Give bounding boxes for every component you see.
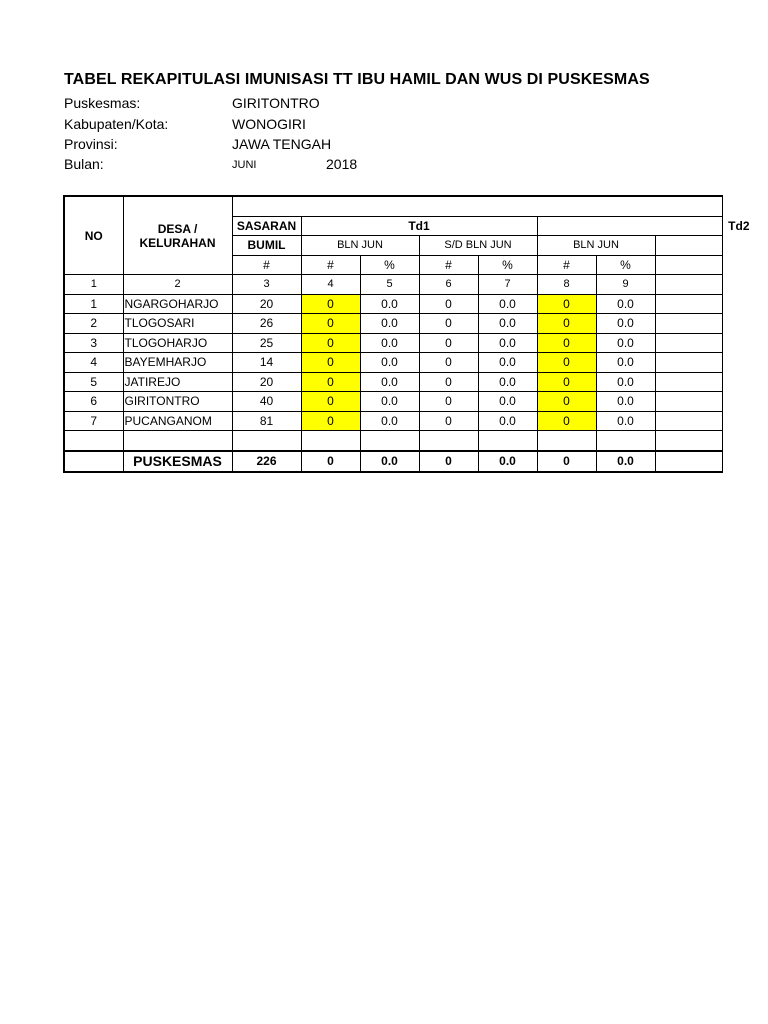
row-c6: 0: [419, 353, 478, 373]
row-c9: 0.0: [596, 372, 655, 392]
row-sasaran: 25: [232, 333, 301, 353]
row-c4: 0: [301, 333, 360, 353]
row-desa: TLOGOHARJO: [123, 333, 232, 353]
row-c6: 0: [419, 314, 478, 334]
total-label: PUSKESMAS: [123, 451, 232, 472]
empty-cell: [301, 431, 360, 451]
row-blank: [655, 314, 722, 334]
empty-cell: [537, 431, 596, 451]
total-c9: 0.0: [596, 451, 655, 472]
row-c7: 0.0: [478, 411, 537, 431]
row-c7: 0.0: [478, 314, 537, 334]
rekap-table: [63, 195, 750, 473]
row-c5: 0.0: [360, 392, 419, 412]
row-c6: 0: [419, 372, 478, 392]
provinsi-label: Provinsi:: [64, 136, 118, 152]
table-row: [64, 411, 722, 431]
row-no: 2: [64, 314, 123, 334]
colnum-2: 2: [123, 275, 232, 295]
puskesmas-label: Puskesmas:: [64, 95, 141, 111]
row-c8: 0: [537, 392, 596, 412]
header-hash-4: #: [301, 255, 360, 275]
row-blank: [655, 294, 722, 314]
header-td2: [537, 216, 750, 236]
row-c7: 0.0: [478, 372, 537, 392]
header-blank: [655, 236, 722, 256]
header-spacer: [232, 196, 722, 216]
total-row: [64, 451, 722, 472]
row-c9: 0.0: [596, 392, 655, 412]
kabupaten-label: Kabupaten/Kota:: [64, 116, 169, 132]
colnum-4: 4: [301, 275, 360, 295]
row-c4: 0: [301, 411, 360, 431]
row-c7: 0.0: [478, 294, 537, 314]
row-desa: NGARGOHARJO: [123, 294, 232, 314]
header-no: NO: [64, 196, 123, 275]
row-blank: [655, 392, 722, 412]
row-c7: 0.0: [478, 392, 537, 412]
row-sasaran: 81: [232, 411, 301, 431]
empty-cell: [655, 431, 722, 451]
row-c4: 0: [301, 372, 360, 392]
row-c5: 0.0: [360, 372, 419, 392]
row-blank: [655, 372, 722, 392]
header-hash-3: #: [232, 255, 301, 275]
empty-cell: [123, 431, 232, 451]
row-sasaran: 14: [232, 353, 301, 373]
row-c8: 0: [537, 314, 596, 334]
row-desa: PUCANGANOM: [123, 411, 232, 431]
row-no: 4: [64, 353, 123, 373]
empty-cell: [419, 431, 478, 451]
colnum-1: 1: [64, 275, 123, 295]
row-c4: 0: [301, 392, 360, 412]
total-blank: [655, 451, 722, 472]
total-c8: 0: [537, 451, 596, 472]
table-row: [64, 314, 722, 334]
total-c4: 0: [301, 451, 360, 472]
colnum-9: 9: [596, 275, 655, 295]
row-c6: 0: [419, 333, 478, 353]
header-hash-6: #: [419, 255, 478, 275]
header-bumil: BUMIL: [232, 236, 301, 256]
row-sasaran: 20: [232, 372, 301, 392]
row-c4: 0: [301, 314, 360, 334]
row-desa: BAYEMHARJO: [123, 353, 232, 373]
row-c8: 0: [537, 353, 596, 373]
row-c7: 0.0: [478, 353, 537, 373]
header-pct-5: %: [360, 255, 419, 275]
header-hash-8: #: [537, 255, 596, 275]
colnum-blank: [655, 275, 722, 295]
table-row: [64, 353, 722, 373]
row-no: 6: [64, 392, 123, 412]
tahun-value: 2018: [326, 156, 358, 172]
row-blank: [655, 411, 722, 431]
row-c6: 0: [419, 411, 478, 431]
header-desa: DESA / KELURAHAN: [123, 196, 232, 275]
colnum-3: 3: [232, 275, 301, 295]
row-c8: 0: [537, 294, 596, 314]
row-c6: 0: [419, 392, 478, 412]
table-row: [64, 333, 722, 353]
row-blank: [655, 353, 722, 373]
colnum-5: 5: [360, 275, 419, 295]
header-blank-2: [655, 255, 722, 275]
total-sasaran: 226: [232, 451, 301, 472]
empty-cell: [64, 431, 123, 451]
row-c8: 0: [537, 372, 596, 392]
header-td2-text: Td2: [728, 218, 750, 233]
row-c9: 0.0: [596, 314, 655, 334]
row-c8: 0: [537, 411, 596, 431]
header-pct-9: %: [596, 255, 655, 275]
empty-cell: [232, 431, 301, 451]
header-sd-bln-jun: S/D BLN JUN: [419, 236, 537, 256]
colnum-7: 7: [478, 275, 537, 295]
table-row: [64, 372, 722, 392]
header-bln-jun-2: BLN JUN: [537, 236, 655, 256]
row-c8: 0: [537, 333, 596, 353]
row-c9: 0.0: [596, 294, 655, 314]
row-desa: TLOGOSARI: [123, 314, 232, 334]
page-title: TABEL REKAPITULASI IMUNISASI TT IBU HAMIL DAN WUS DI PUSKESMAS: [64, 71, 650, 88]
row-desa: GIRITONTRO: [123, 392, 232, 412]
row-c5: 0.0: [360, 333, 419, 353]
row-c4: 0: [301, 353, 360, 373]
total-c5: 0.0: [360, 451, 419, 472]
row-c5: 0.0: [360, 353, 419, 373]
kabupaten-value: WONOGIRI: [232, 116, 306, 132]
row-blank: [655, 333, 722, 353]
total-no: [64, 451, 123, 472]
row-c9: 0.0: [596, 353, 655, 373]
table-row: [64, 294, 722, 314]
row-sasaran: 40: [232, 392, 301, 412]
row-no: 5: [64, 372, 123, 392]
row-c4: 0: [301, 294, 360, 314]
provinsi-value: JAWA TENGAH: [232, 136, 332, 152]
row-no: 7: [64, 411, 123, 431]
colnum-6: 6: [419, 275, 478, 295]
colnum-8: 8: [537, 275, 596, 295]
empty-cell: [360, 431, 419, 451]
puskesmas-value: GIRITONTRO: [232, 95, 320, 111]
row-no: 1: [64, 294, 123, 314]
header-bln-jun-1: BLN JUN: [301, 236, 419, 256]
row-desa: JATIREJO: [123, 372, 232, 392]
row-c9: 0.0: [596, 411, 655, 431]
bulan-label: Bulan:: [64, 156, 104, 172]
bulan-value: JUNI: [232, 159, 257, 171]
row-no: 3: [64, 333, 123, 353]
row-c5: 0.0: [360, 411, 419, 431]
empty-cell: [596, 431, 655, 451]
row-c9: 0.0: [596, 333, 655, 353]
row-sasaran: 20: [232, 294, 301, 314]
total-c6: 0: [419, 451, 478, 472]
row-sasaran: 26: [232, 314, 301, 334]
total-c7: 0.0: [478, 451, 537, 472]
row-c5: 0.0: [360, 294, 419, 314]
empty-cell: [478, 431, 537, 451]
row-c7: 0.0: [478, 333, 537, 353]
table-row: [64, 392, 722, 412]
header-td1: Td1: [301, 216, 537, 236]
row-c5: 0.0: [360, 314, 419, 334]
header-pct-7: %: [478, 255, 537, 275]
row-c6: 0: [419, 294, 478, 314]
table-body: [64, 294, 722, 431]
header-sasaran: SASARAN: [232, 216, 301, 236]
